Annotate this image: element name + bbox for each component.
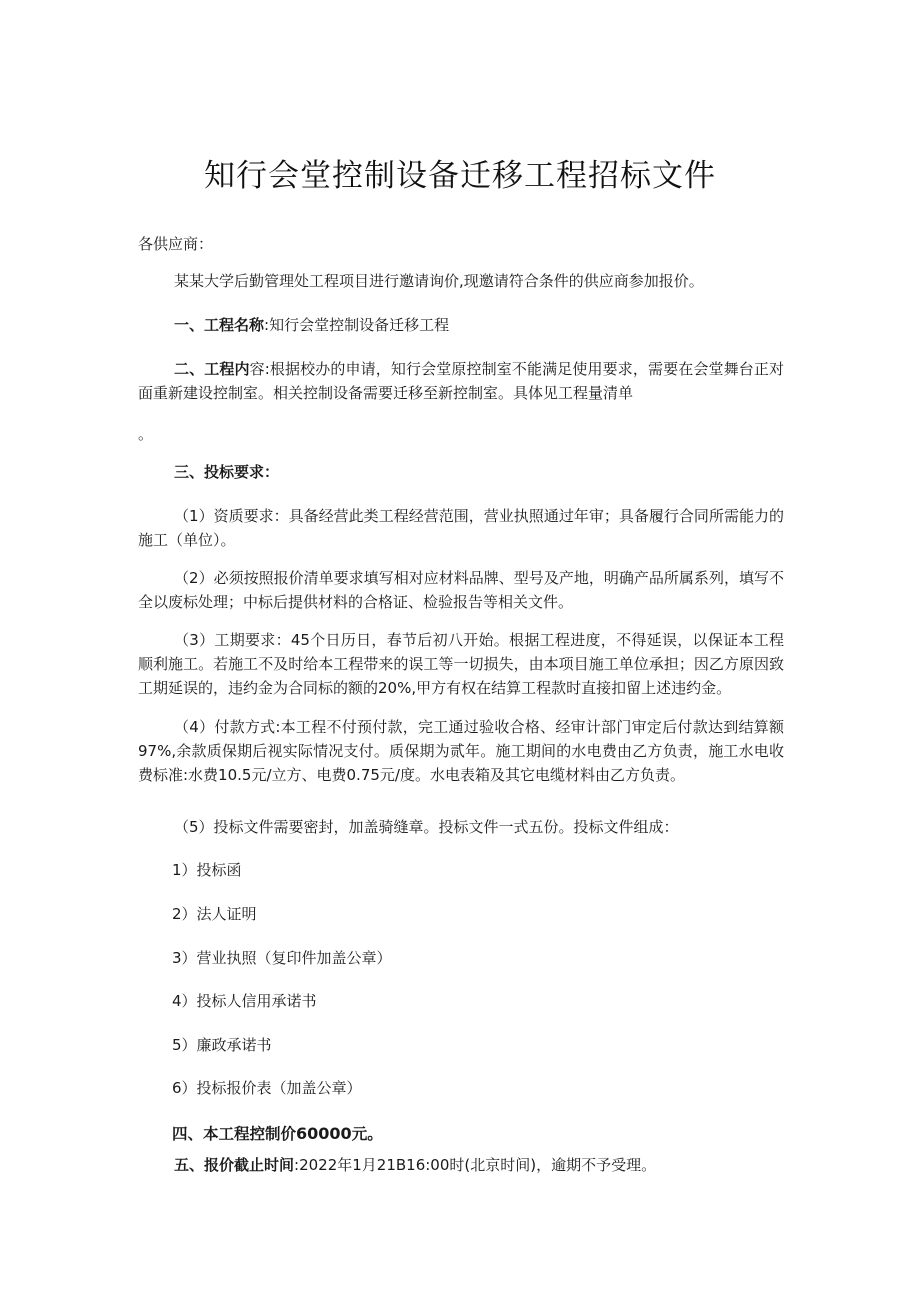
section-1 bbox=[174, 313, 449, 337]
control-price: 60000 bbox=[296, 1124, 352, 1143]
section-5 bbox=[174, 1153, 656, 1177]
section-4 bbox=[172, 1122, 383, 1146]
document-title: 知行会堂控制设备迁移工程招标文件 bbox=[204, 158, 716, 194]
section-2 bbox=[138, 357, 784, 405]
section-4-unit: 元。 bbox=[351, 1125, 383, 1143]
section-1-text: :知行会堂控制设备迁移工程 bbox=[264, 316, 450, 334]
document-item-1: 1）投标函 bbox=[172, 861, 242, 879]
document-item-2: 2）法人证明 bbox=[172, 905, 257, 923]
section-1-label: 一、工程名称 bbox=[174, 316, 265, 334]
section-4-label: 四、本工程控制价 bbox=[172, 1125, 297, 1143]
section-2-trailing: 。 bbox=[138, 425, 154, 443]
intro-paragraph: 某某大学后勤管理处工程项目进行邀请询价,现邀请符合条件的供应商参加报价。 bbox=[174, 272, 704, 290]
requirement-1: （1）资质要求：具备经营此类工程经营范围，营业执照通过年审；具备履行合同所需能力的施工（单位）。 bbox=[138, 507, 784, 549]
document-item-6: 6）投标报价表（加盖公章） bbox=[172, 1079, 362, 1097]
requirement-4: （4）付款方式:本工程不付预付款，完工通过验收合格、经审计部门审定后付款达到结算额97%,余款质保期后视实际情况支付。质保期为贰年。施工期间的水电费由乙方负责，施工水电收费标准:水费10.5元/立方、电费0.75元/度。水电表箱及其它电缆材料由乙方负责。 bbox=[138, 718, 784, 784]
document-item-5: 5）廉政承诺书 bbox=[172, 1036, 272, 1054]
requirement-5: （5）投标文件需要密封，加盖骑缝章。投标文件一式五份。投标文件组成： bbox=[174, 818, 679, 836]
section-2-label: 二、工程内 bbox=[174, 360, 250, 378]
requirement-2: （2）必须按照报价清单要求填写相对应材料品牌、型号及产地，明确产品所属系列，填写不全以废标处理；中标后提供材料的合格证、检验报告等相关文件。 bbox=[138, 569, 784, 611]
salutation: 各供应商： bbox=[138, 235, 214, 253]
document-item-3: 3）营业执照（复印件加盖公章） bbox=[172, 949, 392, 967]
section-3-label: 三、投标要求： bbox=[174, 463, 280, 481]
requirement-3: （3）工期要求：45个日历日，春节后初八开始。根据工程进度，不得延误，以保证本工程顺利施工。若施工不及时给本工程带来的误工等一切损失，由本项目施工单位承担；因乙方原因致工期延误的，违约金为合同标的额的20%,甲方有权在结算工程款时直接扣留上述违约金。 bbox=[138, 631, 784, 697]
document-item-4: 4）投标人信用承诺书 bbox=[172, 992, 317, 1010]
section-5-label: 五、报价截止时间 bbox=[174, 1156, 295, 1174]
section-5-text: :2022年1月21B16:00时(北京时间)，逾期不予受理。 bbox=[294, 1156, 657, 1174]
section-2-text: 容:根据校办的申请，知行会堂原控制室不能满足使用要求，需要在会堂舞台正对面重新建设控制室。相关控制设备需要迁移至新控制室。具体见工程量清单 bbox=[138, 360, 784, 402]
